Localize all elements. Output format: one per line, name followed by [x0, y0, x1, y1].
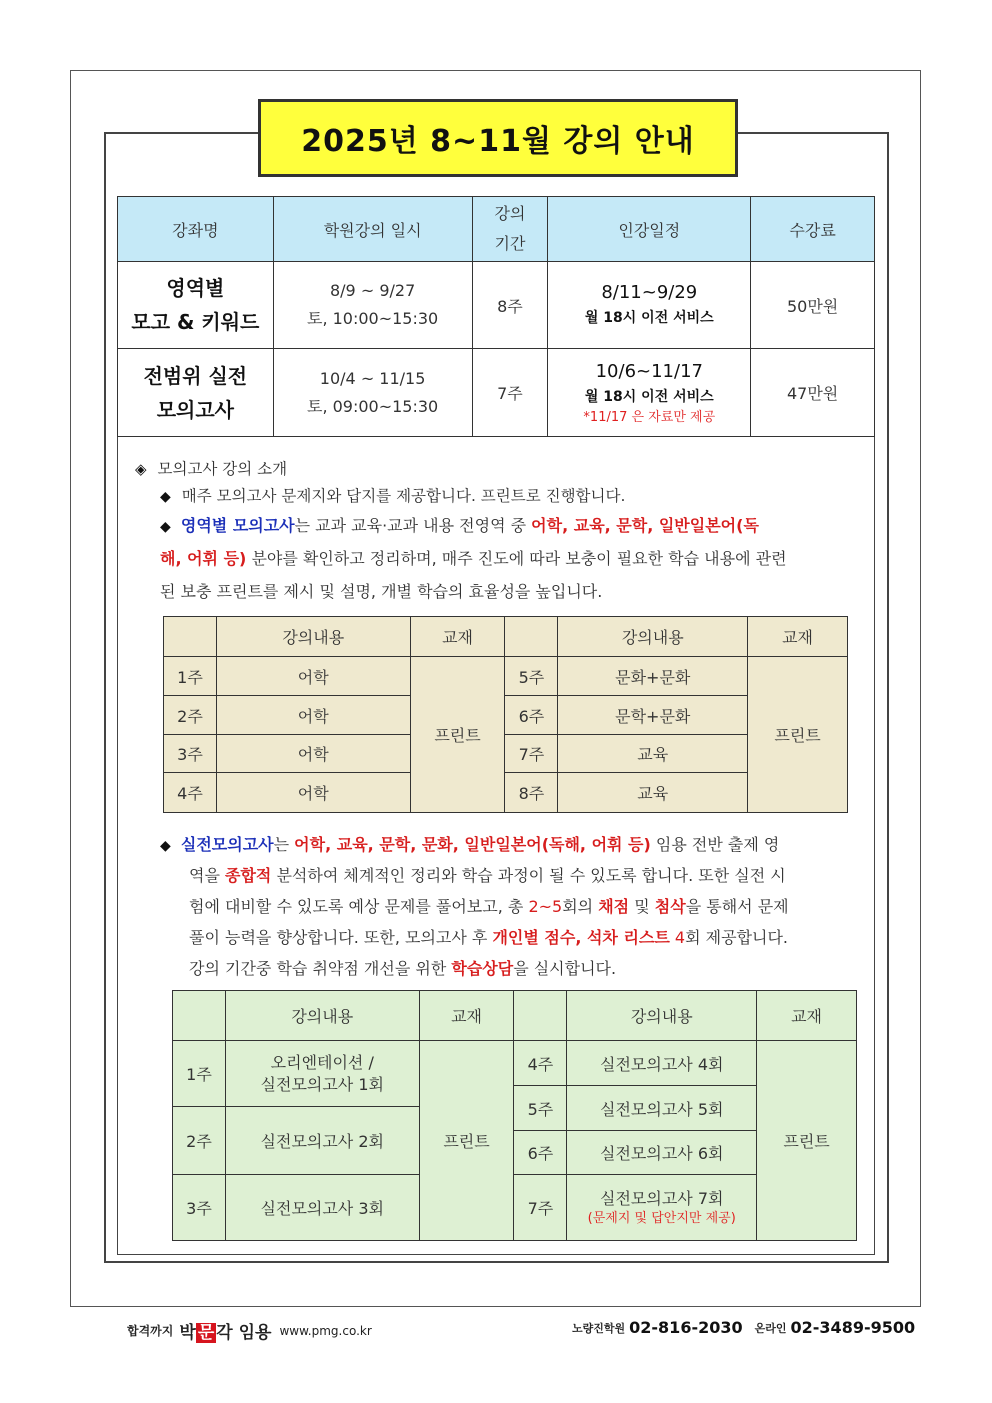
intro-p2-l3a: 험에 대비할 수 있도록 예상 문제를 풀어보고, 총	[189, 897, 529, 916]
brand-part: 박	[179, 1323, 196, 1343]
diamond-bullet-icon: ◆	[160, 489, 171, 505]
content-cell: 문학+문화	[558, 696, 748, 735]
footer-phone-online: 02-3489-9500	[790, 1318, 916, 1337]
intro-p2-l5a: 강의 기간중 학습 취약점 개선을 위한	[189, 959, 452, 978]
intro-p2-text1: 는	[273, 835, 295, 854]
online-dates: 8/11~9/29	[601, 282, 698, 303]
table-row	[118, 262, 875, 349]
content-line1: 실전모의고사 7회	[600, 1188, 724, 1208]
intro-p2-l5red: 학습상담	[451, 959, 514, 978]
practice-mock-schedule-table	[172, 990, 857, 1241]
intro-p1-line3	[160, 579, 602, 602]
brand-part: 각	[216, 1323, 233, 1343]
intro-bullet-1-text: 매주 모의고사 문제지와 답지를 제공합니다. 프린트로 진행합니다.	[181, 487, 626, 505]
course-name-line2: 모의고사	[156, 397, 234, 422]
online-schedule	[548, 349, 751, 437]
course-table	[117, 196, 875, 437]
week-cell: 6주	[505, 696, 558, 735]
footer-phone-academy: 02-816-2030	[629, 1318, 743, 1337]
intro-p2-l3red2: 첨삭	[654, 897, 686, 916]
course-name	[118, 262, 274, 349]
header-book: 교재	[757, 991, 857, 1041]
intro-p2-l2b: 분석하여 체계적인 정리와 학습 과정이 될 수 있도록 합니다. 또한 실전 시	[271, 866, 786, 885]
week-cell: 4주	[514, 1041, 567, 1086]
intro-p2-line1	[160, 832, 779, 855]
online-schedule	[548, 262, 751, 349]
course-period: 8주	[472, 262, 548, 349]
footer-label-online: 온라인	[754, 1321, 787, 1335]
header-content: 강의내용	[225, 991, 419, 1041]
intro-p2-l4b: ,	[575, 928, 587, 947]
table-row	[118, 349, 875, 437]
header-content: 강의내용	[558, 617, 748, 657]
intro-p2-l4red2: 석차 리스트	[586, 928, 670, 947]
content-cell: 실전모의고사 5회	[567, 1086, 757, 1131]
online-service: 월 18시 이전 서비스	[584, 388, 714, 405]
page-title: 2025년 8~11월 강의 안내	[258, 99, 738, 177]
week-cell: 7주	[514, 1175, 567, 1241]
intro-p2-l4d: 회 제공합니다.	[685, 928, 789, 947]
brand-logo	[179, 1318, 271, 1343]
intro-p2-l3d: 을 통해서 문제	[685, 897, 789, 916]
content-cell: 어학	[216, 696, 410, 735]
course-name-line1: 영역별	[166, 276, 225, 300]
table-row	[164, 657, 848, 696]
content-line2: 실전모의고사 1회	[260, 1074, 384, 1094]
week-cell: 8주	[505, 773, 558, 813]
footer-url[interactable]: www.pmg.co.kr	[279, 1323, 372, 1338]
table-row	[164, 696, 848, 735]
course-name	[118, 349, 274, 437]
intro-p2-red1: 어학, 교육, 문학, 문화, 일반일본어(독해, 어휘 등)	[294, 835, 651, 854]
course-fee: 50만원	[751, 262, 875, 349]
week-cell: 6주	[514, 1131, 567, 1175]
header-week	[505, 617, 558, 657]
book-cell: 프린트	[419, 1041, 514, 1241]
intro-p2-line4	[189, 925, 788, 948]
highlight-practice-mock: 실전모의고사	[180, 835, 274, 854]
online-service: 월 18시 이전 서비스	[584, 310, 714, 326]
week-cell: 5주	[505, 657, 558, 696]
header-course-name: 강좌명	[118, 197, 274, 262]
intro-heading: 모의고사 강의 소개	[157, 460, 288, 478]
intro-p2-l2a: 역을	[189, 866, 225, 885]
header-week	[164, 617, 217, 657]
intro-p2-l2red: 종합적	[225, 866, 272, 885]
content-cell: 실전모의고사 3회	[225, 1175, 419, 1241]
intro-p2-line3	[189, 894, 789, 917]
intro-p1-line1	[160, 513, 759, 536]
book-cell: 프린트	[757, 1041, 857, 1241]
header-fee: 수강료	[751, 197, 875, 262]
regional-mock-schedule-table	[163, 616, 848, 813]
content-line1: 오리엔테이션 /	[270, 1052, 374, 1072]
footer-tagline: 합격까지	[127, 1324, 174, 1338]
intro-p2-l4a: 풀이 능력을 향상합니다. 또한, 모의고사 후	[189, 928, 493, 947]
header-period: 강의 기간	[472, 197, 548, 262]
footer-contacts	[572, 1318, 927, 1337]
intro-p2-l4red1: 개인별 점수	[492, 928, 576, 947]
content-cell: 실전모의고사 6회	[567, 1131, 757, 1175]
content-cell: 실전모의고사 4회	[567, 1041, 757, 1086]
intro-p1-red1: 어학, 교육, 문학, 일반일본어(독	[531, 516, 759, 535]
intro-bullet-1	[160, 484, 625, 506]
table-row	[164, 735, 848, 773]
table-row	[173, 1041, 857, 1086]
diamond-bullet-icon: ◆	[160, 838, 171, 854]
week-cell: 2주	[173, 1107, 226, 1175]
content-cell: 어학	[216, 657, 410, 696]
course-fee: 47만원	[751, 349, 875, 437]
week-cell: 3주	[173, 1175, 226, 1241]
week-cell: 1주	[164, 657, 217, 696]
class-time: 토, 09:00~15:30	[306, 396, 439, 416]
content-cell: 어학	[216, 735, 410, 773]
table-row	[173, 1175, 857, 1241]
content-cell: 실전모의고사 2회	[225, 1107, 419, 1175]
intro-p1-text3: 된 보충 프린트를 제시 및 설명, 개별 학습의 효율성을 높입니다.	[160, 582, 603, 601]
header-online-schedule: 인강일정	[548, 197, 751, 262]
table-row	[173, 991, 857, 1041]
content-cell	[225, 1041, 419, 1107]
content-cell: 교육	[558, 773, 748, 813]
table-row	[164, 773, 848, 813]
course-period: 7주	[472, 349, 548, 437]
week-cell: 3주	[164, 735, 217, 773]
class-schedule	[273, 262, 472, 349]
week-cell: 7주	[505, 735, 558, 773]
header-book: 교재	[748, 617, 848, 657]
course-name-line1: 전범위 실전	[143, 363, 248, 388]
class-schedule	[273, 349, 472, 437]
class-dates: 8/9 ~ 9/27	[329, 281, 416, 300]
week-cell: 1주	[173, 1041, 226, 1107]
online-note: *11/17 은 자료만 제공	[583, 409, 716, 425]
intro-p2-l5b: 을 실시합니다.	[513, 959, 617, 978]
class-dates: 10/4 ~ 11/15	[319, 368, 426, 388]
content-cell: 교육	[558, 735, 748, 773]
intro-p2-l3b: 회의	[562, 897, 599, 916]
brand-part: 임용	[232, 1323, 272, 1343]
footer-label-academy: 노량진학원	[572, 1321, 626, 1335]
intro-p2-text2: 임용 전반 출제 영	[650, 835, 780, 854]
course-table-header	[118, 197, 875, 262]
header-week	[514, 991, 567, 1041]
brand-part: 문	[197, 1323, 215, 1343]
header-class-schedule: 학원강의 일시	[273, 197, 472, 262]
header-book: 교재	[410, 617, 505, 657]
table-row	[164, 617, 848, 657]
book-cell: 프린트	[748, 657, 848, 813]
week-cell: 2주	[164, 696, 217, 735]
intro-p2-l3num: 2~5	[528, 897, 563, 916]
content-cell: 문화+문화	[558, 657, 748, 696]
footer-brand	[127, 1318, 372, 1343]
intro-p2-line2	[189, 863, 786, 886]
intro-p1-text1: 는 교과 교육·교과 내용 전영역 중	[294, 516, 532, 535]
header-content: 강의내용	[216, 617, 410, 657]
hollow-diamond-icon: ◈	[135, 460, 147, 478]
content-cell: 어학	[216, 773, 410, 813]
header-book: 교재	[419, 991, 514, 1041]
intro-p1-text2: 분야를 확인하고 정리하며, 매주 진도에 따라 보충이 필요한 학습 내용에 관련	[246, 549, 787, 568]
online-dates: 10/6~11/17	[595, 360, 703, 382]
week-cell: 5주	[514, 1086, 567, 1131]
course-name-line2: 모고 & 키워드	[131, 310, 260, 334]
header-week	[173, 991, 226, 1041]
highlight-regional-mock: 영역별 모의고사	[180, 516, 295, 535]
week-cell: 4주	[164, 773, 217, 813]
header-content: 강의내용	[567, 991, 757, 1041]
intro-p2-l4num: 4	[674, 928, 686, 947]
intro-p1-red2: 해, 어휘 등)	[160, 549, 247, 568]
class-time: 토, 10:00~15:30	[306, 309, 439, 328]
content-note: (문제지 및 답안지만 제공)	[587, 1210, 736, 1226]
intro-p1-line2	[160, 546, 787, 569]
intro-p2-l3red1: 채점	[598, 897, 630, 916]
intro-heading-row	[135, 457, 287, 479]
intro-p2-l3c: 및	[629, 897, 655, 916]
intro-p2-line5	[189, 956, 616, 979]
diamond-bullet-icon: ◆	[160, 519, 171, 535]
content-cell	[567, 1175, 757, 1241]
book-cell: 프린트	[410, 657, 505, 813]
